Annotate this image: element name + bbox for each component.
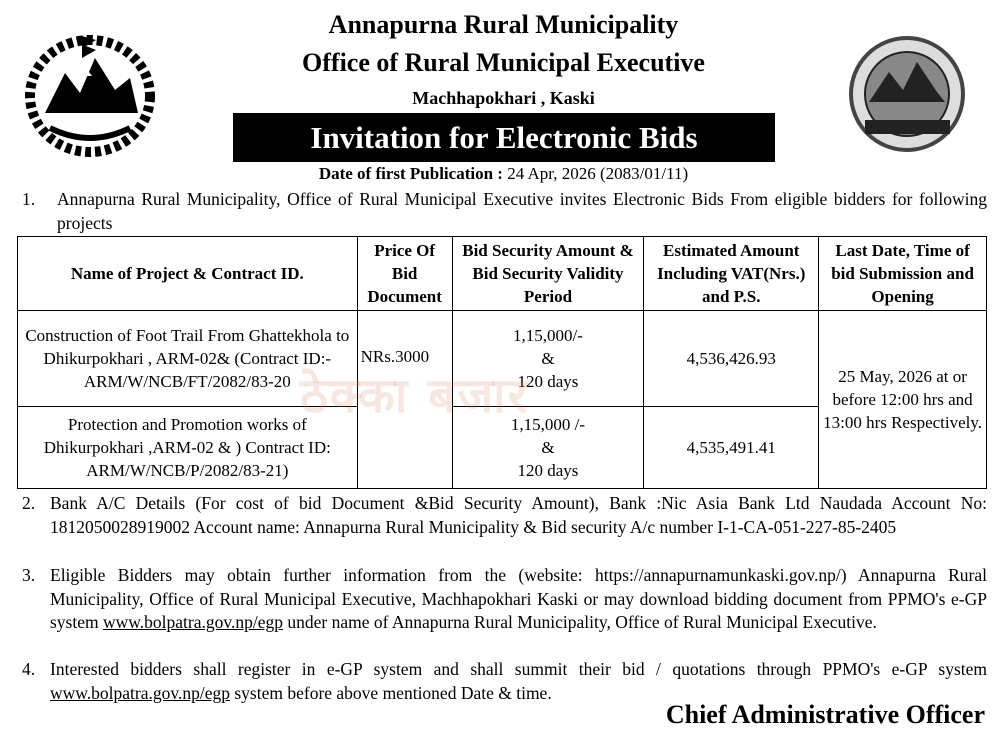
deadline-cell: 25 May, 2026 at or before 12:00 hrs and 13:00 hrs Respectively. [819, 311, 987, 489]
bid-security-validity: 120 days [517, 372, 579, 391]
publication-date [0, 164, 1007, 184]
bid-security-validity: 120 days [517, 461, 579, 480]
item-2-number: 2. [22, 493, 36, 513]
signatory-title: Chief Administrative Officer [665, 700, 985, 729]
col-header-name: Name of Project & Contract ID. [18, 237, 358, 311]
project-name-cell: Construction of Foot Trail From Ghattekhola to Dhikurpokhari , ARM-02& (Contract ID:- ARM/W/NCB/FT/2082/83-20 [18, 311, 358, 407]
estimated-amount-cell: 4,535,491.41 [644, 407, 819, 489]
bid-security-amount: 1,15,000 /- [510, 415, 586, 434]
watermark-logo: ठेक्का बजार [300, 368, 530, 424]
col-header-estimate: Estimated Amount Including VAT(Nrs.) and P.S. [644, 237, 819, 311]
item-1-text: Annapurna Rural Municipality, Office of Rural Municipal Executive invites Electronic Bids From eligible bidders for following projects [57, 189, 987, 233]
item-1-number: 1. [22, 189, 36, 209]
estimated-amount-cell: 4,536,426.93 [644, 311, 819, 407]
municipality-name: Annapurna Rural Municipality [328, 10, 679, 39]
municipality-seal-icon [845, 32, 970, 157]
table-header-row [18, 237, 987, 311]
col-header-deadline: Last Date, Time of bid Submission and Opening [819, 237, 987, 311]
bid-security-and: & [541, 438, 555, 457]
publication-date-label: Date of first Publication : [318, 164, 503, 183]
item-4-text-a: Interested bidders shall register in e-GP system and shall summit their bid / quotations through PPMO's e-GP system [50, 659, 987, 679]
item-3-number: 3. [22, 565, 36, 585]
publication-date-value: 24 Apr, 2026 (2083/01/11) [502, 164, 689, 183]
bid-security-cell [452, 407, 644, 489]
item-3-text [50, 564, 987, 635]
project-name-cell: Protection and Promotion works of Dhikurpokhari ,ARM-02 & ) Contract ID: ARM/W/NCB/P/2082/83-21) [18, 407, 358, 489]
item-2-text: Bank A/C Details (For cost of bid Document &Bid Security Amount), Bank :Nic Asia Bank Ltd Naudada Account No: 1812050028919002 Account name: Annapurna Rural Municipality & Bid security A/c number I-1-CA-051-227-85-2405 [50, 493, 987, 537]
office-name: Office of Rural Municipal Executive [302, 48, 705, 77]
item-4-text [50, 658, 987, 705]
notice-header [0, 0, 1007, 190]
item-3-text-b: under name of Annapurna Rural Municipality, Office of Rural Municipal Executive. [282, 612, 877, 632]
office-location: Machhapokhari , Kaski [412, 88, 595, 108]
bid-security-amount: 1,15,000/- [513, 326, 583, 345]
col-header-price: Price Of Bid Document [357, 237, 452, 311]
bid-document-price-cell: NRs.3000 [357, 311, 452, 489]
bid-projects-table [17, 236, 987, 489]
bid-security-and: & [541, 349, 555, 368]
table-row [18, 311, 987, 407]
item-4-text-b: system before above mentioned Date & time. [229, 682, 552, 703]
egp-link[interactable]: www.bolpatra.gov.np/egp [103, 612, 283, 632]
item-4-number: 4. [22, 659, 36, 679]
bid-security-cell [452, 311, 644, 407]
egp-link[interactable]: www.bolpatra.gov.np/egp [50, 682, 230, 703]
notice-banner: Invitation for Electronic Bids [233, 113, 775, 162]
col-header-security: Bid Security Amount & Bid Security Validity Period [452, 237, 644, 311]
item-3-text-a: Eligible Bidders may obtain further information from the (website: https://annapurnamunkaski.gov.np/) Annapurna Rural Municipality, Office of Rural Municipal Executive, Machhapokhari Kaski or may download bidding document from PPMO's e-GP system [50, 565, 987, 632]
